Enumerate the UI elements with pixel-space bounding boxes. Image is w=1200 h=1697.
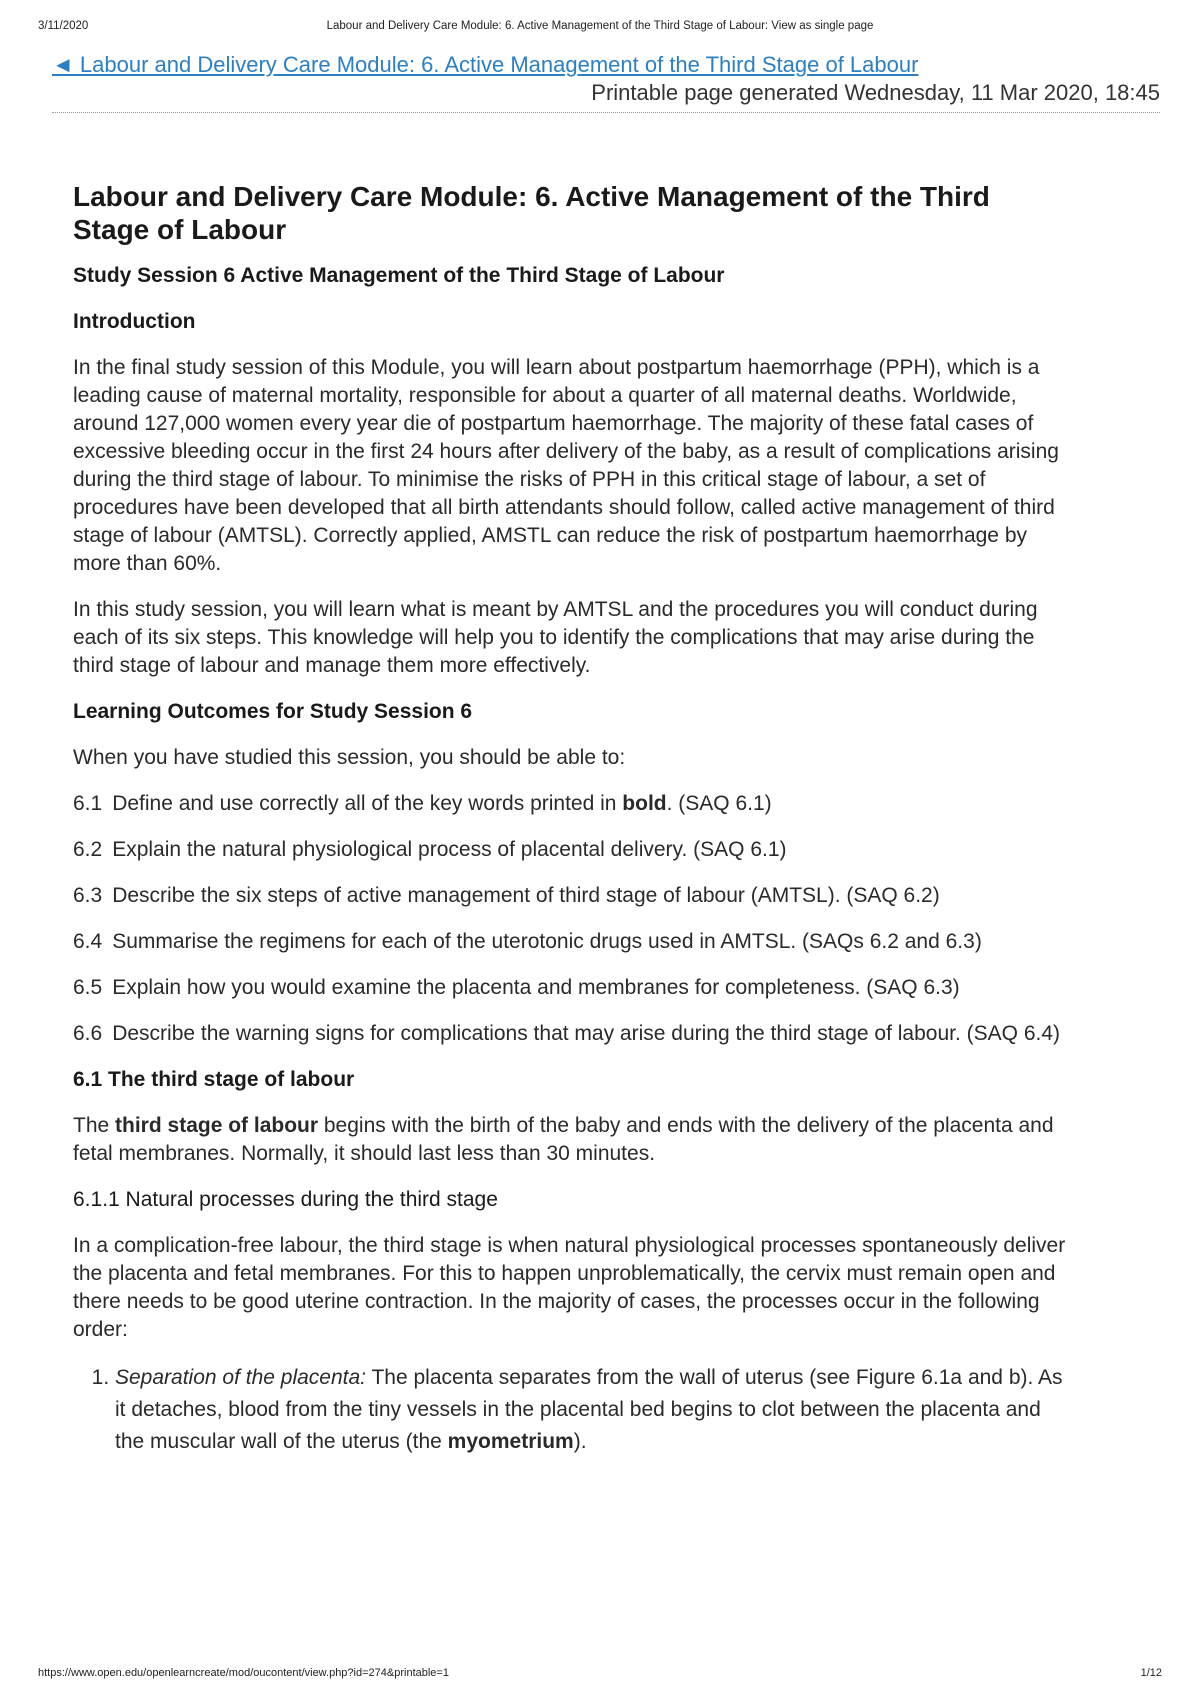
learning-outcome bbox=[73, 1020, 1068, 1048]
outcome-number: 6.3 bbox=[73, 884, 103, 907]
learning-outcome bbox=[73, 928, 1068, 956]
learning-outcome bbox=[73, 836, 1068, 864]
key-term: myometrium bbox=[447, 1430, 574, 1453]
learning-outcomes-heading: Learning Outcomes for Study Session 6 bbox=[73, 700, 473, 723]
session-heading: Study Session 6 Active Management of the Third Stage of Labour bbox=[73, 264, 725, 287]
section-6-1-1-paragraph: In a complication-free labour, the third stage is when natural physiological processes spontaneously deliver the placenta and fetal membranes. For this to happen unproblematically, the cervix must remain open and there needs to be good uterine contraction. In the majority of cases, the processes occur in the following order: bbox=[73, 1234, 1066, 1341]
print-url: https://www.open.edu/openlearncreate/mod/oucontent/view.php?id=274&printable=1 bbox=[38, 1667, 449, 1679]
learning-outcome bbox=[73, 790, 1068, 818]
print-footer bbox=[38, 1667, 1162, 1683]
section-6-1-1-heading: 6.1.1 Natural processes during the third stage bbox=[73, 1188, 498, 1211]
outcome-text: Describe the six steps of active management of third stage of labour (AMTSL). (SAQ 6.2) bbox=[112, 884, 940, 907]
list-item-text: The placenta separates from the wall of uterus (see Figure 6.1a and b). As it detaches, blood from the tiny vessels in the placental bed begins to clot between the placenta and the muscular wall of the uterus (the bbox=[115, 1366, 1063, 1453]
list-item bbox=[115, 1362, 1068, 1458]
print-date: 3/11/2020 bbox=[38, 20, 89, 32]
list-item-end: ). bbox=[573, 1430, 587, 1453]
outcome-number: 6.4 bbox=[73, 930, 103, 953]
outcome-text: Explain how you would examine the placenta and membranes for completeness. (SAQ 6.3) bbox=[112, 976, 960, 999]
outcome-bold-word: bold bbox=[622, 792, 667, 815]
process-list bbox=[73, 1362, 1068, 1458]
list-item-term: Separation of the placenta: bbox=[115, 1366, 367, 1389]
outcome-number: 6.2 bbox=[73, 838, 103, 861]
learning-outcome bbox=[73, 974, 1068, 1002]
learning-outcomes-intro: When you have studied this session, you should be able to: bbox=[73, 746, 626, 769]
header-divider bbox=[52, 112, 1160, 113]
outcome-number: 6.5 bbox=[73, 976, 103, 999]
text-run: begins with the birth of the baby and ends with the delivery of the placenta and fetal membranes. Normally, it should last less than 30 minutes. bbox=[73, 1114, 1054, 1165]
intro-paragraph-2: In this study session, you will learn what is meant by AMTSL and the procedures you will conduct during each of its six steps. This knowledge will help you to identify the complications that may arise during the third stage of labour and manage them more effectively. bbox=[73, 598, 1038, 677]
outcome-number: 6.1 bbox=[73, 792, 103, 815]
page-title: Labour and Delivery Care Module: 6. Active Management of the Third Stage of Labour bbox=[73, 181, 990, 245]
introduction-heading: Introduction bbox=[73, 310, 196, 333]
learning-outcome bbox=[73, 882, 1068, 910]
section-6-1-paragraph bbox=[73, 1112, 1068, 1168]
print-header bbox=[38, 20, 1162, 38]
intro-paragraph-1: In the final study session of this Module, you will learn about postpartum haemorrhage (PPH), which is a leading cause of maternal mortality, responsible for about a quarter of all maternal deaths. Worldwide, around 127,000 women every year die of postpartum haemorrhage. The majority of these fatal cases of excessive bleeding occur in the first 24 hours after delivery of the baby, as a result of complications arising during the third stage of labour. To minimise the risks of PPH in this critical stage of labour, a set of procedures have been developed that all birth attendants should follow, called active management of third stage of labour (AMTSL). Correctly applied, AMSTL can reduce the risk of postpartum haemorrhage by more than 60%. bbox=[73, 356, 1059, 575]
generated-timestamp: Printable page generated Wednesday, 11 Mar 2020, 18:45 bbox=[591, 80, 1160, 105]
outcome-text-end: . (SAQ 6.1) bbox=[666, 792, 772, 815]
key-term: third stage of labour bbox=[115, 1114, 319, 1137]
outcome-text: Explain the natural physiological process of placental delivery. (SAQ 6.1) bbox=[112, 838, 787, 861]
outcome-number: 6.6 bbox=[73, 1022, 103, 1045]
outcome-text: Define and use correctly all of the key words printed in bbox=[112, 792, 623, 815]
print-page-title: Labour and Delivery Care Module: 6. Active Management of the Third Stage of Labour: View as single page bbox=[326, 20, 874, 32]
back-to-module-link[interactable]: ◄ Labour and Delivery Care Module: 6. Active Management of the Third Stage of Labour bbox=[52, 52, 919, 77]
outcome-text: Summarise the regimens for each of the uterotonic drugs used in AMTSL. (SAQs 6.2 and 6.3) bbox=[112, 930, 982, 953]
text-run: The bbox=[73, 1114, 116, 1137]
document-content bbox=[73, 180, 1068, 1458]
section-6-1-heading: 6.1 The third stage of labour bbox=[73, 1068, 355, 1091]
page-number: 1/12 bbox=[1140, 1667, 1162, 1679]
outcome-text: Describe the warning signs for complications that may arise during the third stage of labour. (SAQ 6.4) bbox=[112, 1022, 1061, 1045]
